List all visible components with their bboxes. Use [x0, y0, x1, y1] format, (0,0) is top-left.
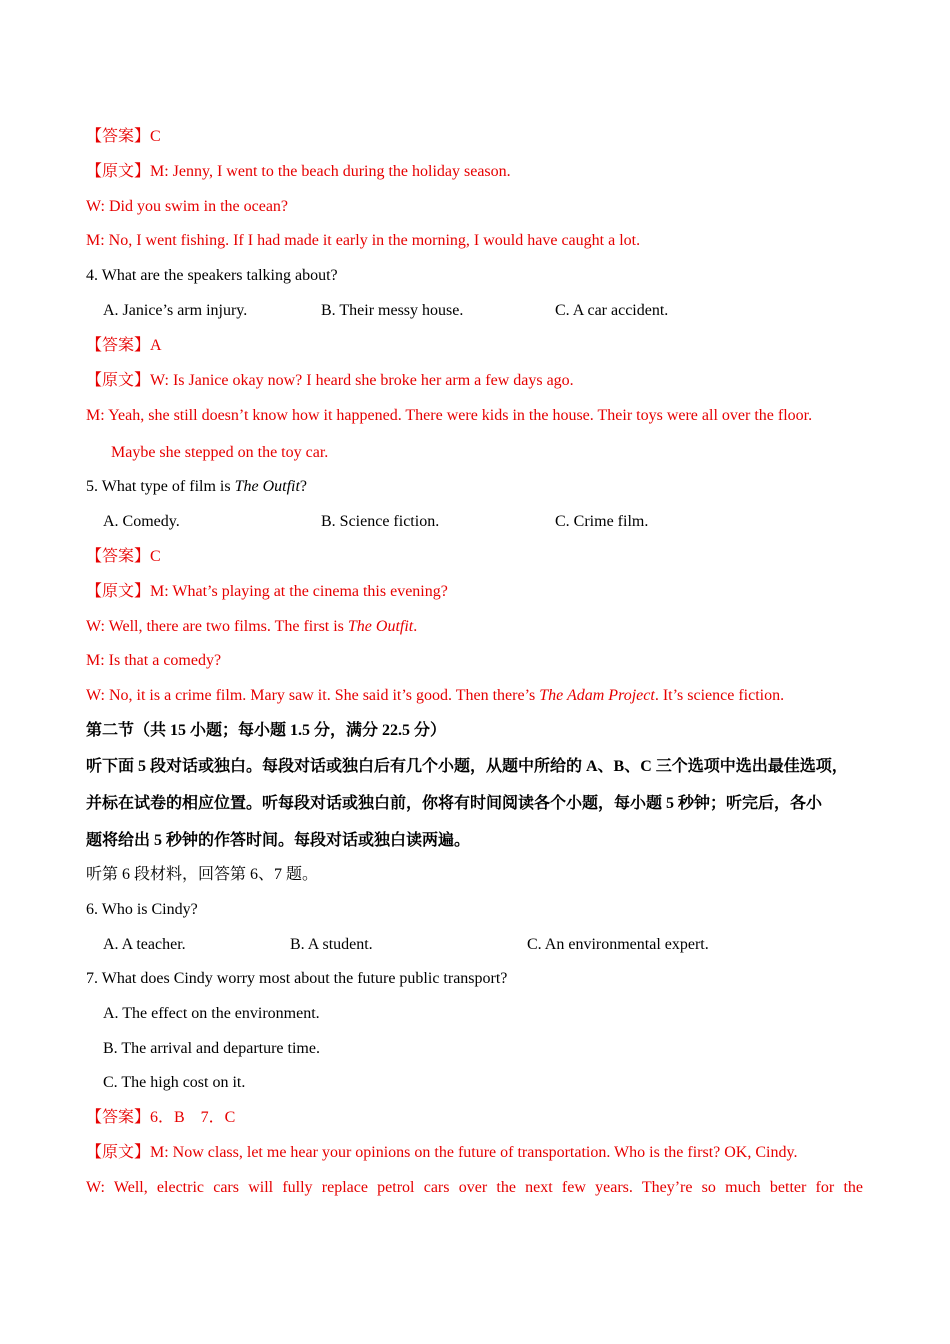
q5-script-line-4-prefix: W: No, it is a crime film. Mary saw it. She said it’s good. Then there’s	[86, 687, 540, 704]
passage-6-answer: 【答案】6．B 7．C	[86, 1109, 236, 1126]
q3-answer: 【答案】C	[86, 128, 161, 145]
q4-script-line-3: Maybe she stepped on the toy car.	[111, 444, 329, 461]
q7-question: 7. What does Cindy worry most about the future public transport?	[86, 970, 508, 987]
q4-option-c: C. A car accident.	[555, 302, 669, 319]
q7-option-a: A. The effect on the environment.	[103, 1005, 320, 1022]
q6-option-b: B. A student.	[290, 936, 373, 953]
q6-option-a: A. A teacher.	[103, 936, 186, 953]
q5-option-b: B. Science fiction.	[321, 513, 440, 530]
q3-script-line-2: W: Did you swim in the ocean?	[86, 198, 289, 215]
passage-6-intro: 听第 6 段材料，回答第 6、7 题。	[86, 866, 319, 883]
section-2-instructions-line-1: 听下面 5 段对话或独白。每段对话或独白后有几个小题，从题中所给的 A、B、C 三个选项中选出最佳选项，	[86, 758, 848, 775]
q4-script-line-2: M: Yeah, she still doesn’t know how it happened. There were kids in the house. Their toys were all over the floor.	[86, 407, 813, 424]
q5-option-c: C. Crime film.	[555, 513, 649, 530]
q7-option-b: B. The arrival and departure time.	[103, 1040, 320, 1057]
q5-script-line-4	[86, 686, 784, 706]
q3-script-line-1: 【原文】M: Jenny, I went to the beach during the holiday season.	[86, 163, 511, 180]
q6-question: 6. Who is Cindy?	[86, 901, 198, 918]
q5-script-line-3: M: Is that a comedy?	[86, 652, 222, 669]
q7-option-c: C. The high cost on it.	[103, 1074, 246, 1091]
q5-script-line-1: 【原文】M: What’s playing at the cinema this evening?	[86, 583, 448, 600]
q5-script-line-2	[86, 617, 417, 637]
q4-option-b: B. Their messy house.	[321, 302, 464, 319]
q4-option-a: A. Janice’s arm injury.	[103, 302, 248, 319]
q4-script-line-1: 【原文】W: Is Janice okay now? I heard she broke her arm a few days ago.	[86, 372, 574, 389]
passage-6-script-line-2: W: Well, electric cars will fully replace petrol cars over the next few years. They’re so much better for the	[86, 1179, 863, 1196]
q4-question: 4. What are the speakers talking about?	[86, 267, 338, 284]
q5-question-prefix: 5. What type of film is	[86, 478, 235, 495]
q4-answer: 【答案】A	[86, 337, 162, 354]
q5-question-title: The Outfit	[234, 478, 300, 495]
q5-question-suffix: ?	[299, 478, 308, 495]
q5-question	[86, 477, 307, 497]
q6-option-c: C. An environmental expert.	[527, 936, 709, 953]
q5-script-line-4-suffix: . It’s science fiction.	[654, 687, 785, 704]
q5-script-line-4-title: The Adam Project	[539, 687, 655, 704]
q5-script-line-2-prefix: W: Well, there are two films. The first is	[86, 618, 348, 635]
section-2-heading: 第二节（共 15 小题；每小题 1.5 分，满分 22.5 分）	[86, 722, 447, 739]
q5-answer: 【答案】C	[86, 548, 161, 565]
passage-6-script-line-1: 【原文】M: Now class, let me hear your opinions on the future of transportation. Who is the first? OK, Cindy.	[86, 1144, 798, 1161]
section-2-instructions-line-3: 题将给出 5 秒钟的作答时间。每段对话或独白读两遍。	[86, 832, 471, 849]
section-2-instructions-line-2: 并标在试卷的相应位置。听每段对话或独白前，你将有时间阅读各个小题，每小题 5 秒钟；听完后，各小	[86, 795, 823, 812]
q3-script-line-3: M: No, I went fishing. If I had made it early in the morning, I would have caught a lot.	[86, 232, 641, 249]
q5-script-line-2-suffix: .	[413, 618, 418, 635]
q5-script-line-2-title: The Outfit	[347, 618, 414, 635]
q5-option-a: A. Comedy.	[103, 513, 180, 530]
